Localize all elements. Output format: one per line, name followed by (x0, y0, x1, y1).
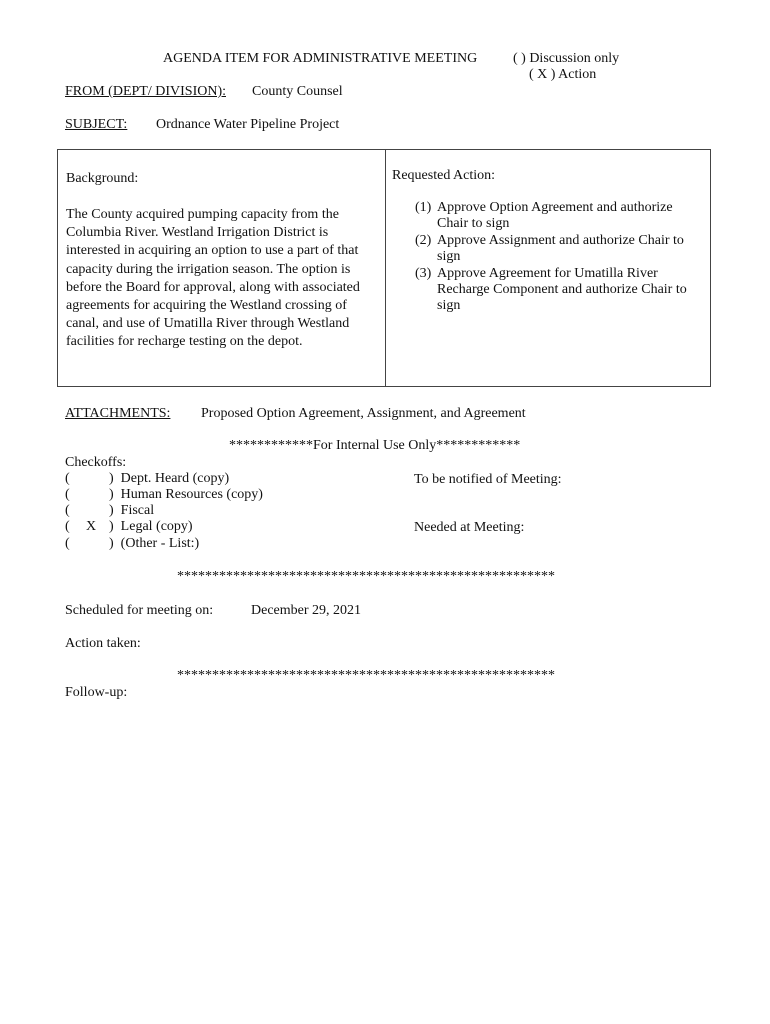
from-value: County Counsel (252, 84, 343, 99)
scheduled-label: Scheduled for meeting on: (65, 603, 214, 618)
requested-action-heading: Requested Action: (392, 168, 496, 183)
background-action-table (57, 149, 711, 387)
subject-label: SUBJECT: (65, 117, 128, 132)
notified-label: To be notified of Meeting: (414, 472, 562, 487)
attachments-label: ATTACHMENTS: (65, 406, 171, 421)
checkoff-fiscal: ( ) Fiscal (65, 503, 155, 518)
action-option: ( X ) Action (529, 67, 597, 82)
needed-label: Needed at Meeting: (414, 520, 525, 535)
attachments-value: Proposed Option Agreement, Assignment, and Agreement (201, 406, 526, 421)
follow-up-label: Follow-up: (65, 685, 128, 700)
scheduled-date: December 29, 2021 (251, 603, 362, 618)
checkoffs-label: Checkoffs: (65, 455, 127, 470)
list-item: (2) Approve Assignment and authorize Chair to sign (415, 232, 684, 265)
agenda-title: AGENDA ITEM FOR ADMINISTRATIVE MEETING (163, 51, 478, 66)
checkoff-other: ( ) (Other - List:) (65, 536, 200, 551)
separator-line: ****************************************************** (177, 569, 555, 584)
from-label: FROM (DEPT/ DIVISION): (65, 84, 226, 99)
checkoff-legal: ( X ) Legal (copy) (65, 519, 193, 534)
table-divider (385, 150, 386, 386)
list-item: (3) Approve Agreement for Umatilla River Recharge Component and authorize Chair to sign (415, 265, 687, 314)
internal-use-banner: ************For Internal Use Only************ (229, 438, 521, 453)
requested-action-list (415, 200, 707, 315)
list-item: (1) Approve Option Agreement and authorize Chair to sign (415, 200, 673, 232)
action-taken-label: Action taken: (65, 636, 141, 651)
discussion-only-option: ( ) Discussion only (513, 51, 620, 66)
background-heading: Background: (66, 171, 139, 186)
subject-value: Ordnance Water Pipeline Project (156, 117, 340, 132)
checkoff-dept-heard: ( ) Dept. Heard (copy) (65, 471, 230, 486)
background-text: The County acquired pumping capacity from the Columbia River. Westland Irrigation District is interested in acquiring an option to use a part of that capacity during the irrigation season. The option is before the Board for approval, along with associated agreements for acquiring the Westland crossing of canal, and use of Umatilla River through Westland facilities for recharge testing on the depot. (66, 207, 360, 350)
checkoff-human-resources: ( ) Human Resources (copy) (65, 487, 263, 502)
separator-line: ****************************************************** (177, 668, 555, 683)
